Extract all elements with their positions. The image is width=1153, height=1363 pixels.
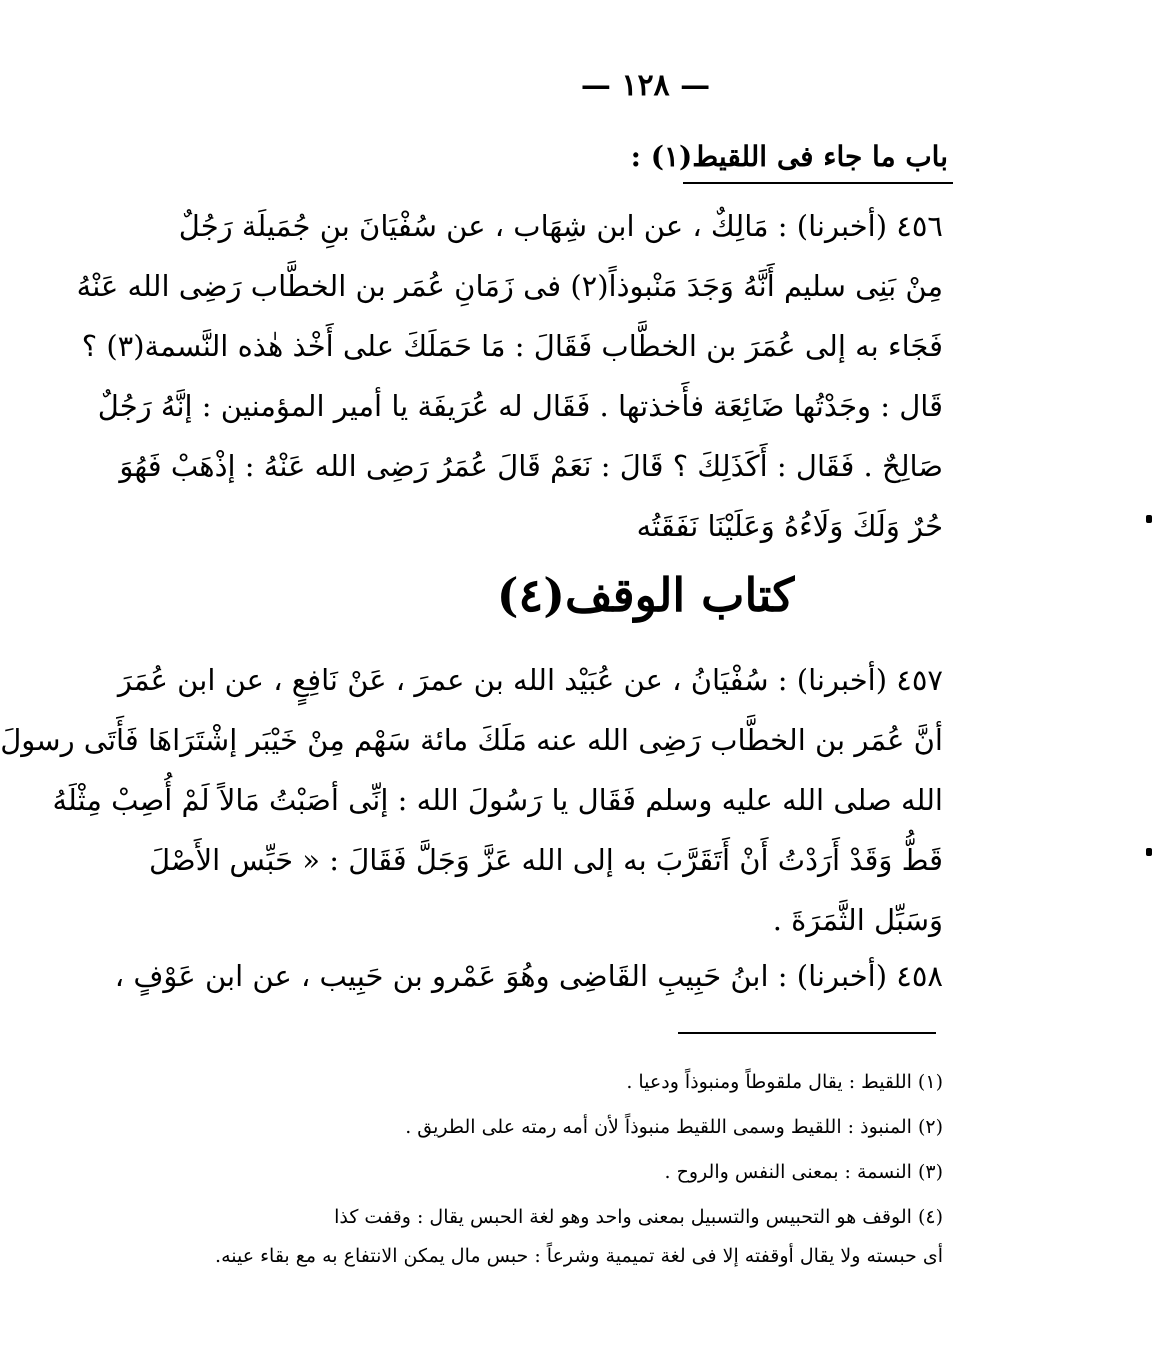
footnote-2: (٢) المنبوذ : اللقيط وسمى اللقيط منبوذاً لأن أمه رمته على الطريق . xyxy=(405,1116,943,1138)
hadith-456-line: حُرٌ وَلَكَ وَلَاءُهُ وَعَلَيْنَا نَفَقَتُه xyxy=(636,509,943,543)
hadith-456-line: قَال : وجَدْتُها ضَائِعَة فأَخذتها . فَقَال له عُرَيفَة يا أمير المؤمنين : إنَّهُ رَجُلٌ xyxy=(97,389,943,423)
footnote-4-continuation: أى حبسته ولا يقال أوقفته إلا فى لغة تميمية وشرعاً : حبس مال يمكن الانتفاع به مع بقاء عينه. xyxy=(215,1245,943,1267)
hadith-458-line: ٤٥٨ (أخبرنا) : ابنُ حَبِيبِ القَاضِى وهُوَ عَمْرو بن حَبِيب ، عن ابن عَوْفٍ ، xyxy=(114,959,943,993)
footnotes xyxy=(215,1060,943,1279)
footnote-1: (١) اللقيط : يقال ملقوطاً ومنبوذاً ودعيا . xyxy=(626,1071,943,1093)
hadith-457-line: قَطُّ وَقَدْ أَرَدْتُ أَنْ أَتَقَرَّبَ به إلى الله عَزَّ وَجَلَّ فَقَالَ : « حَبِّس الأَصْلَ xyxy=(149,843,943,877)
hadith-457-line: ٤٥٧ (أخبرنا) : سُفْيَانُ ، عن عُبَيْد الله بن عمرَ ، عَنْ نَافِعٍ ، عن ابن عُمَرَ xyxy=(117,663,943,697)
hadith-458 xyxy=(114,946,943,1006)
margin-mark xyxy=(1146,848,1152,856)
hadith-456-line: فَجَاء به إلى عُمَرَ بن الخطَّاب فَقَالَ : مَا حَمَلَكَ على أَخْذ هٰذه النَّسمة(٣) ؟ xyxy=(81,329,943,363)
hadith-457-line: الله صلى الله عليه وسلم فَقَال يا رَسُولَ الله : إنِّى أصَبْتُ مَالاً لَمْ أُصِبْ مِثْلَهُ xyxy=(52,783,943,817)
hadith-456-line: صَالِحٌ . فَقَال : أَكَذَلِكَ ؟ قَالَ : نَعَمْ قَالَ عُمَرُ رَضِى الله عَنْهُ : إذْهَبْ فَهُوَ xyxy=(119,449,943,483)
page-number: — ١٢٨ — xyxy=(580,68,711,103)
hadith-456-line: مِنْ بَنِى سليم أَنَّهُ وَجَدَ مَنْبوذاً(٢) فى زَمَانِ عُمَر بن الخطَّاب رَضِى الله عَنْهُ xyxy=(76,269,943,303)
footnote-4: (٤) الوقف هو التحبيس والتسبيل بمعنى واحد وهو لغة الحبس يقال : وقفت كذا xyxy=(334,1206,943,1228)
footnote-separator xyxy=(678,1032,936,1034)
hadith-457-line: وَسَبِّل الثَّمَرَةَ . xyxy=(772,903,943,937)
book-title: كتاب الوقف(٤) xyxy=(496,568,795,622)
hadith-456-line: ٤٥٦ (أخبرنا) : مَالِكٌ ، عن ابن شِهَاب ، عن سُفْيَانَ بنِ جُمَيلَة رَجُلٌ xyxy=(178,209,943,243)
chapter-heading-underline xyxy=(683,182,953,184)
margin-mark xyxy=(1146,515,1152,523)
hadith-457-line: أنَّ عُمَر بن الخطَّاب رَضِى الله عنه مَلَكَ مائة سَهْم مِنْ خَيْبَر إشْتَرَاهَا فَأَتَى رسولَ xyxy=(0,723,943,757)
chapter-heading: باب ما جاء فى اللقيط(١) : xyxy=(630,140,948,173)
footnote-3: (٣) النسمة : بمعنى النفس والروح . xyxy=(664,1161,943,1183)
hadith-456 xyxy=(76,196,943,556)
hadith-457 xyxy=(0,650,943,950)
